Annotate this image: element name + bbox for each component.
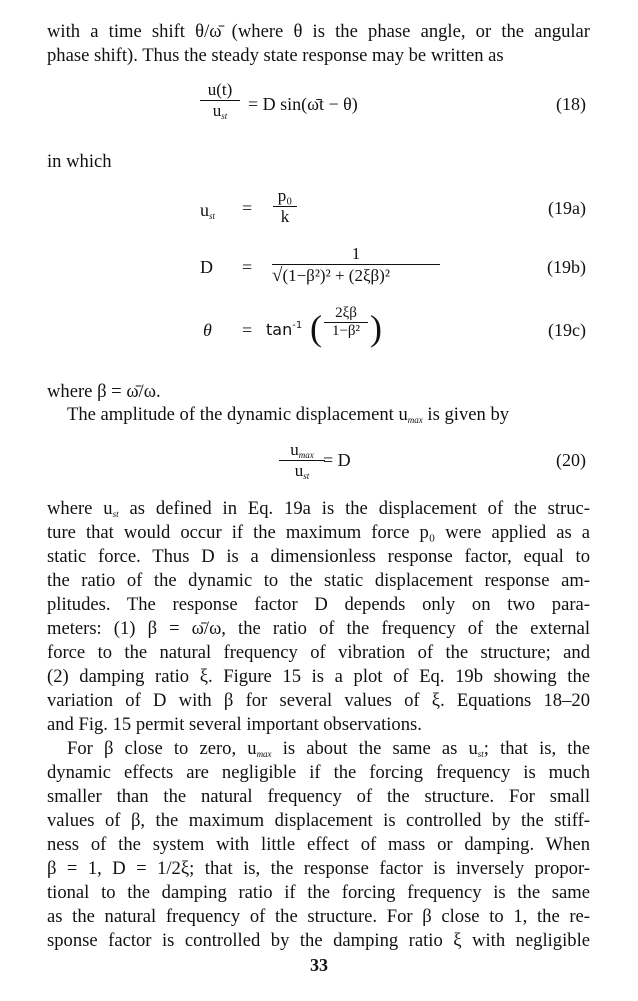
text-line: The amplitude of the dynamic displacement $u_{max}$ is given by [67, 404, 510, 425]
text-line: (2) damping ratio ξ. Figure 15 is a plot of Eq. 19b showing the [47, 666, 590, 687]
eq20-label: (20) [556, 450, 586, 470]
sqrt-icon: √ [272, 265, 283, 286]
eq19a-equals: = [242, 198, 253, 218]
text-line: smaller than the natural frequency of the structure. For small [47, 786, 590, 807]
text-line: ture that would occur if the maximum force p₀ were applied as a [47, 522, 590, 543]
eq19a-numerator: p₀ [277, 186, 293, 205]
text-line: β = 1, D = 1/2ξ; that is, the response factor is inversely propor- [47, 858, 590, 879]
text-line: sponse factor is controlled by the damping ratio ξ with negligible [47, 930, 590, 951]
eq18-denominator: $u_{st}$ [212, 101, 228, 121]
eq19b-numerator: 1 [351, 244, 361, 263]
eq18-label: (18) [556, 94, 586, 114]
eq19b-equals: = [242, 257, 253, 277]
text-line: and Fig. 15 permit several important observations. [47, 714, 422, 735]
eq19c-numerator: 2ξβ [335, 305, 357, 321]
eq18-numerator: u(t) [207, 80, 233, 99]
text-line: meters: (1) β = ω̄/ω, the ratio of the frequency of the external [47, 618, 590, 639]
text-line: static force. Thus D is a dimensionless response factor, equal to [47, 546, 590, 567]
text-line: plitudes. The response factor D depends only on two para- [47, 594, 590, 615]
eq19c-lhs: θ [203, 320, 212, 340]
text-line: For β close to zero, $u_{max}$ is about the same as $u_{st}$; that is, the [67, 738, 591, 759]
text-line: dynamic effects are negligible if the forcing frequency is much [47, 762, 590, 783]
eq19c-denominator: 1−β² [331, 323, 361, 339]
text-line: in which [47, 151, 112, 172]
text-line: force to the natural frequency of vibration of the structure; and [47, 642, 590, 663]
eq19b-denominator: √(1−β²)² + (2ξβ)² [272, 265, 390, 286]
eq19b-label: (19b) [547, 257, 586, 277]
text-line: phase shift). Thus the steady state response may be written as [47, 45, 504, 66]
eq18-rhs: = D sin(ω̄t − θ) [248, 94, 358, 114]
eq19c-equals: = [242, 320, 253, 340]
text-line: values of β, the maximum displacement is controlled by the stiff- [47, 810, 590, 831]
eq19a-label: (19a) [548, 198, 586, 218]
eq20-numerator: $u_{max}$ [290, 440, 314, 460]
eq19c-function: $\tan^{-1}$ [266, 320, 303, 339]
text-line: as the natural frequency of the structure. For β close to 1, the re- [47, 906, 590, 927]
eq19c-label: (19c) [548, 320, 586, 340]
left-paren-icon: ( [310, 308, 322, 348]
eq19a-denominator: k [280, 207, 290, 226]
text-line: variation of D with β for several values of ξ. Equations 18–20 [47, 690, 590, 711]
eq19b-lhs: D [200, 257, 213, 277]
right-paren-icon: ) [370, 308, 382, 348]
page-number: 33 [310, 955, 328, 975]
text-line: tional to the damping ratio if the forcing frequency is the same [47, 882, 590, 903]
text-line: where β = ω̄/ω. [47, 381, 161, 402]
eq20-denominator: $u_{st}$ [294, 461, 310, 481]
text-line: with a time shift θ/ω̄ (where θ is the phase angle, or the angular [47, 21, 590, 42]
text-line: the ratio of the dynamic to the static displacement response am- [47, 570, 590, 591]
text-line: ness of the system with little effect of mass or damping. When [47, 834, 590, 855]
eq19a-lhs: $u_{st}$ [200, 200, 216, 221]
text-line: where $u_{st}$ as defined in Eq. 19a is the displacement of the struc- [47, 498, 590, 519]
eq20-rhs: = D [323, 450, 351, 470]
